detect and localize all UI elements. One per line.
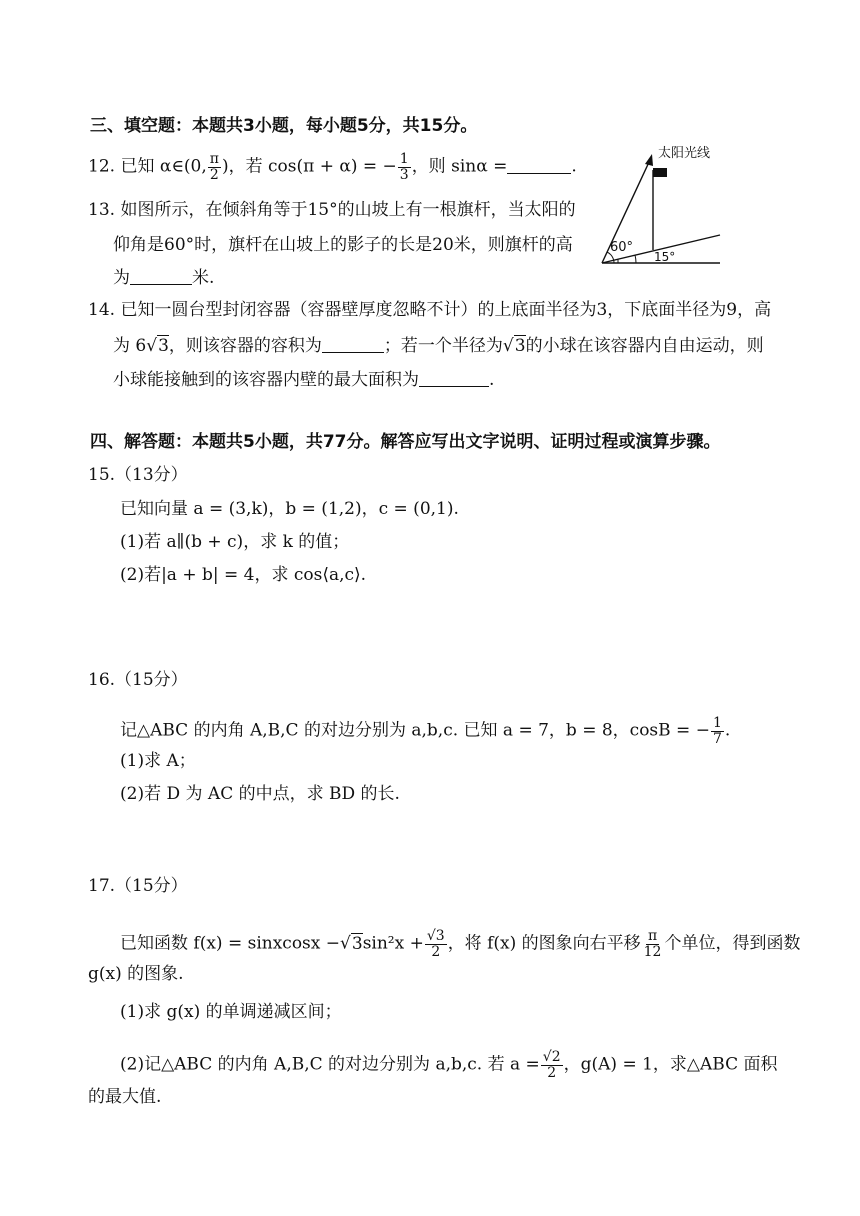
question-14-line-2: 为 6√3，则该容器的容积为 ；若一个半径为√3的小球在该容器内自由运动，则: [113, 336, 764, 356]
q12-fraction: [208, 152, 221, 182]
q15-stem: 已知向量 a = (3,k)，b = (1,2)，c = (0,1).: [120, 499, 459, 519]
q14-text-2c: ；若一个半径为: [383, 336, 503, 356]
q13-answer-blank[interactable]: [130, 283, 192, 285]
q17-frac2-denominator: 12: [643, 943, 662, 960]
question-13-line-3: [113, 270, 214, 287]
question-12: [88, 152, 577, 182]
q17-stem-d: 个单位，得到函数: [664, 933, 801, 954]
sun-ray-arrow: [645, 154, 653, 166]
q14-sqrt-2: 3: [514, 336, 526, 356]
q14-text-2a: 为 6: [113, 336, 147, 356]
q17-part-2a: (2)记△ABC 的内角 A,B,C 的对边分别为 a,b,c. 若 a =: [120, 1054, 540, 1075]
q16-heading: 16.（15分）: [88, 670, 188, 690]
q16-end: .: [724, 720, 731, 741]
q15-heading: 15.（13分）: [88, 465, 188, 485]
q12-frac-numerator: π: [209, 151, 219, 167]
q13-text-3-pre: 为: [113, 268, 130, 288]
q15-part-1: (1)若 a∥(b + c)，求 k 的值；: [120, 532, 350, 552]
q12-frac-denominator: 2: [209, 166, 219, 183]
q13-text-3-post: 米.: [192, 268, 215, 288]
q12-frac2-denominator: 3: [399, 166, 409, 183]
q12-mid: )，若 cos(π + α) = −: [221, 156, 397, 177]
q14-text-1: 已知一圆台型封闭容器（容器壁厚度忽略不计）的上底面半径为3，下底面半径为9，高: [120, 300, 772, 320]
q13-text-1: 如图所示，在倾斜角等于15°的山坡上有一根旗杆，当太阳的: [120, 200, 576, 220]
q13-text-2: 仰角是60°时，旗杆在山坡上的影子的长是20米，则旗杆的高: [113, 235, 573, 255]
q14-text-3: 小球能接触到的该容器内壁的最大面积为: [113, 370, 419, 390]
question-13-line-1: [88, 202, 576, 219]
q17-frac3-numerator: √2: [542, 1049, 561, 1065]
q16-stem-text: 记△ABC 的内角 A,B,C 的对边分别为 a,b,c. 已知 a = 7，b = 8，cosB = −: [120, 720, 710, 741]
q16-frac-denominator: 7: [712, 730, 722, 747]
q14-volume-blank[interactable]: [322, 351, 384, 353]
q16-frac-numerator: 1: [712, 715, 722, 731]
question-14-line-3: [113, 372, 494, 389]
question-14-line-1: [88, 302, 771, 319]
q17-heading: 17.（15分）: [88, 876, 188, 896]
question-17-stem: 已知函数 f(x) = sinxcosx −√3sin²x + $\frac{√3}{2}$ ，将 f(x) 的图象向右平移 $\frac{\pi}{12}$ 个单位，得到函数: [120, 928, 801, 960]
q17-fraction-3: [541, 1050, 563, 1080]
q17-frac1-denominator: 2: [431, 943, 441, 960]
q17-fraction-1: [425, 929, 447, 959]
q17-part-2-end: 的最大值.: [88, 1087, 162, 1107]
q17-stem-a: 已知函数 f(x) = sinxcosx −: [120, 933, 341, 954]
q17-sqrt: 3: [351, 933, 363, 954]
q17-frac2-numerator: π: [647, 928, 658, 944]
q14-end: .: [489, 370, 495, 390]
q12-pre: 已知 α∈(0,: [120, 156, 207, 177]
flag: [653, 168, 667, 177]
q14-area-blank[interactable]: [419, 385, 489, 387]
q14-number: 14.: [88, 300, 116, 320]
q15-part-2: (2)若|a + b| = 4，求 cos⟨a,c⟩.: [120, 565, 367, 585]
q17-fraction-2: [642, 929, 664, 959]
q12-end: .: [571, 156, 577, 177]
angle-60-label: 60°: [610, 240, 634, 255]
q17-part-1: (1)求 g(x) 的单调递减区间；: [120, 1002, 342, 1022]
sun-ray-label: 太阳光线: [658, 146, 711, 161]
question-17-part-2: [120, 1050, 778, 1080]
q12-post: ，则 sinα =: [411, 156, 508, 177]
q13-number: 13.: [88, 200, 116, 220]
q12-answer-blank[interactable]: [507, 172, 571, 174]
q16-fraction: [711, 716, 724, 746]
q17-frac3-denominator: 2: [547, 1064, 557, 1081]
q17-stem-b: sin²x +: [362, 933, 424, 954]
q16-part-1: (1)求 A；: [120, 751, 196, 771]
q17-stem-line-2: g(x) 的图象.: [88, 964, 184, 984]
section4-title: 四、解答题：本题共5小题，共77分。解答应写出文字说明、证明过程或演算步骤。: [90, 432, 721, 452]
q14-text-2b: ，则该容器的容积为: [168, 336, 322, 356]
q16-part-2: (2)若 D 为 AC 的中点，求 BD 的长.: [120, 784, 400, 804]
section3-title: 三、填空题：本题共3小题，每小题5分，共15分。: [90, 116, 478, 136]
angle-arc-15: [635, 255, 636, 263]
question-16-stem: [120, 716, 730, 746]
angle-15-label: 15°: [654, 250, 676, 264]
q14-text-2d: 的小球在该容器内自由运动，则: [525, 336, 764, 356]
flagpole-figure: [596, 140, 736, 270]
q17-stem-c: ，将 f(x) 的图象向右平移: [447, 933, 641, 954]
q14-sqrt-1: 3: [158, 336, 169, 356]
q12-number: 12.: [88, 156, 116, 177]
q17-frac1-numerator: √3: [426, 928, 445, 944]
q12-frac2-numerator: 1: [399, 151, 409, 167]
q17-part-2b: ，g(A) = 1，求△ABC 面积: [563, 1054, 778, 1075]
q12-fraction-2: [398, 152, 411, 182]
